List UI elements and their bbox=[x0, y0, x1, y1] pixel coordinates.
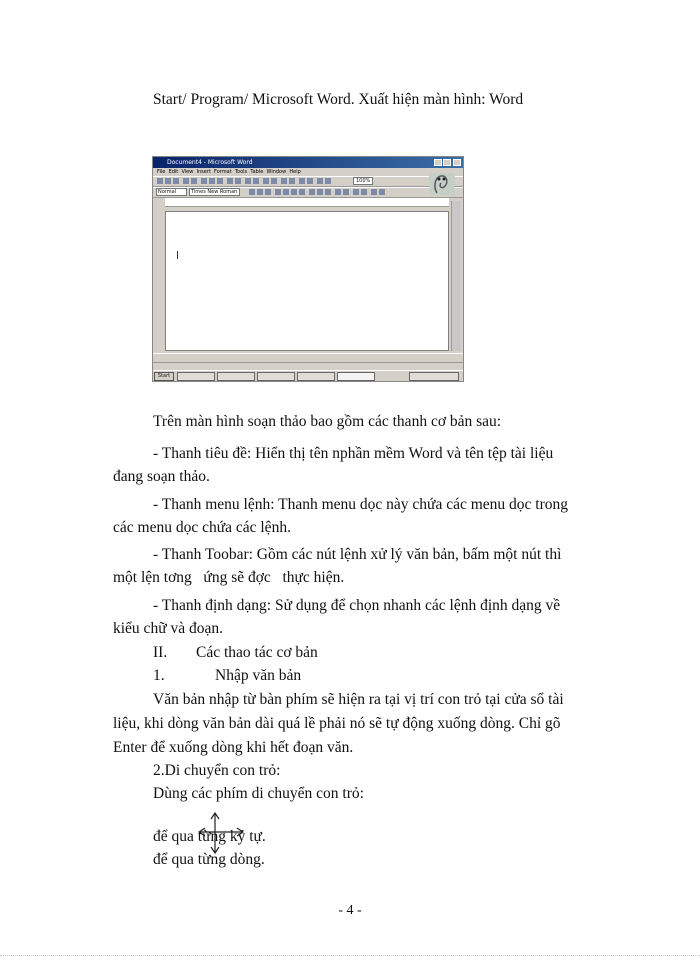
maximize-icon bbox=[443, 159, 451, 166]
typing-paragraph-line1: Văn bản nhập từ bàn phím sẽ hiện ra tại vị trí con trỏ tại cửa sổ tài bbox=[153, 691, 564, 708]
window-title: Document4 - Microsoft Word bbox=[167, 159, 253, 166]
bullet-format-bar-line1: - Thanh định dạng: Sử dụng để chọn nhanh các lệnh định dạng về bbox=[153, 597, 561, 614]
office-assistant-icon bbox=[429, 173, 455, 195]
standard-toolbar bbox=[153, 176, 463, 187]
section-number: II. bbox=[153, 644, 168, 661]
start-button: Start bbox=[154, 372, 174, 381]
bullet-toolbar-line1: - Thanh Toobar: Gồm các nút lệnh xử lý văn bản, bấm một nút thì bbox=[153, 546, 562, 563]
menu-tools: Tools bbox=[234, 169, 248, 175]
menu-help: Help bbox=[289, 169, 301, 175]
bullet-menu-bar-line1: - Thanh menu lệnh: Thanh menu dọc này chứa các menu dọc trong bbox=[153, 496, 569, 513]
menu-window: Window bbox=[266, 169, 287, 175]
section-title: Các thao tác cơ bản bbox=[196, 644, 318, 661]
bullet-title-bar-line2: đang soạn thảo. bbox=[113, 468, 210, 485]
move-by-character: để qua từng ký tự. bbox=[153, 828, 266, 845]
intro-line: Start/ Program/ Microsoft Word. Xuất hiện màn hình: Word bbox=[153, 91, 524, 108]
close-icon bbox=[453, 159, 461, 166]
menu-table: Table bbox=[250, 169, 264, 175]
menu-view: View bbox=[181, 169, 194, 175]
subsection-2-title: 2.Di chuyển con trỏ: bbox=[153, 762, 281, 779]
bullet-toolbar-line2: một lện tơng ứng sẽ đợc thực hiện. bbox=[113, 569, 345, 586]
page-number: - 4 - bbox=[338, 903, 362, 918]
status-bar bbox=[153, 362, 463, 370]
menu-insert: Insert bbox=[196, 169, 211, 175]
typing-paragraph-line3: Enter để xuống dòng khi hết đoạn văn. bbox=[113, 739, 354, 756]
subsection-1-number: 1. bbox=[153, 667, 165, 684]
style-box: Normal bbox=[156, 188, 187, 196]
bars-heading: Trên màn hình soạn thảo bao gồm các thanh cơ bản sau: bbox=[153, 413, 502, 430]
bullet-menu-bar-line2: các menu dọc chứa các lệnh. bbox=[113, 519, 291, 536]
document-area bbox=[165, 211, 449, 351]
subsection-1-title: Nhập văn bản bbox=[215, 667, 302, 684]
font-box: Times New Roman bbox=[189, 188, 240, 196]
vertical-scrollbar bbox=[451, 201, 461, 351]
subsection-2-description: Dùng các phím di chuyển con trỏ: bbox=[153, 785, 364, 802]
page-divider bbox=[0, 955, 700, 956]
windows-taskbar bbox=[153, 370, 463, 381]
bullet-format-bar-line2: kiểu chữ và đoạn. bbox=[113, 620, 223, 637]
formatting-toolbar bbox=[153, 187, 463, 198]
bullet-title-bar-line1: - Thanh tiêu đề: Hiển thị tên nphần mềm Word và tên tệp tài liệu bbox=[153, 445, 554, 462]
word-menu-bar bbox=[153, 168, 463, 176]
word-window-screenshot bbox=[152, 156, 464, 382]
minimize-icon bbox=[434, 159, 442, 166]
move-by-line: để qua từng dòng. bbox=[153, 851, 265, 868]
menu-file: File bbox=[157, 169, 166, 175]
menu-edit: Edit bbox=[168, 169, 179, 175]
typing-paragraph-line2: liệu, khi dòng văn bản dài quá lề phải nó sẽ tự động xuống dòng. Chỉ gõ bbox=[113, 715, 561, 732]
word-title-bar bbox=[153, 157, 463, 168]
ruler bbox=[165, 198, 449, 207]
text-cursor bbox=[177, 251, 178, 259]
menu-format: Format bbox=[214, 169, 232, 175]
zoom-box: 100% bbox=[353, 177, 373, 185]
